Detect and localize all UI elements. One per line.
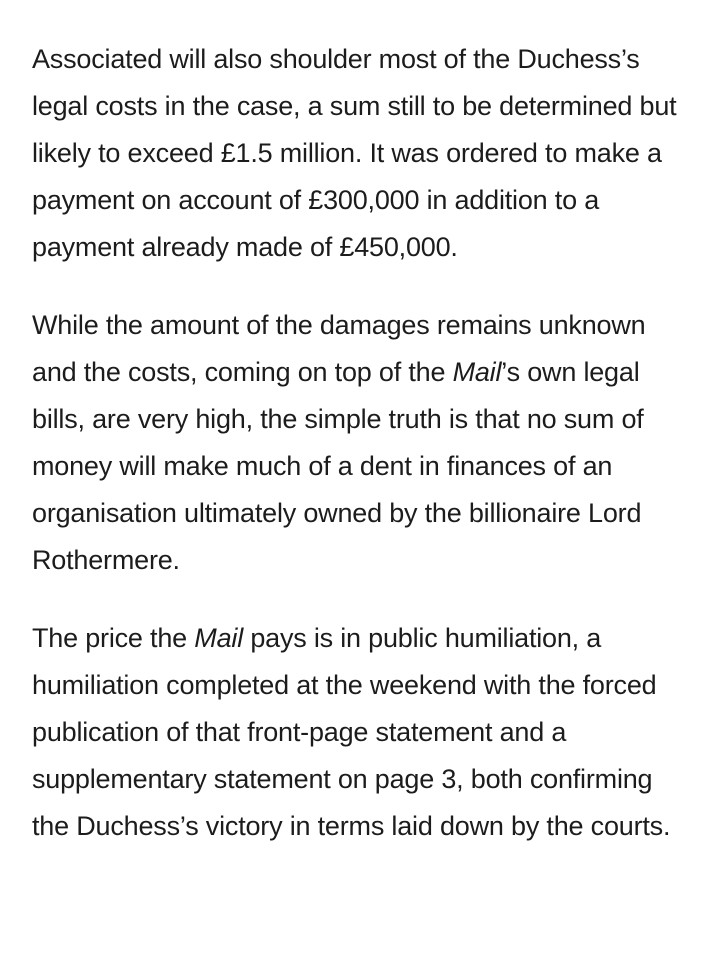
paragraph-damages (32, 302, 690, 584)
paragraph-text-after: ’s own legal bills, are very high, the simple truth is that no sum of money will make much of a dent in finances of an organisation ultimately owned by the billionaire Lord Rothermere. (32, 357, 644, 575)
paragraph-text-before: While the amount of the damages remains unknown and the costs, coming on top of the (32, 310, 646, 387)
paragraph-text: Associated will also shoulder most of the Duchess’s legal costs in the case, a sum still to be determined but likely to exceed £1.5 million. It was ordered to make a payment on account of £300,000 in addition to a payment already made of £450,000. (32, 44, 677, 262)
paragraph-humiliation (32, 615, 690, 850)
publication-name: Mail (452, 357, 502, 387)
paragraph-text-before: The price the (32, 623, 195, 653)
publication-name: Mail (194, 623, 244, 653)
paragraph-text-after: pays is in public humiliation, a humiliation completed at the weekend with the forced publication of that front-page statement and a supplementary statement on page 3, both confirming the Duchess’s victory in terms laid down by the courts. (32, 623, 671, 841)
paragraph-legal-costs (32, 36, 690, 271)
